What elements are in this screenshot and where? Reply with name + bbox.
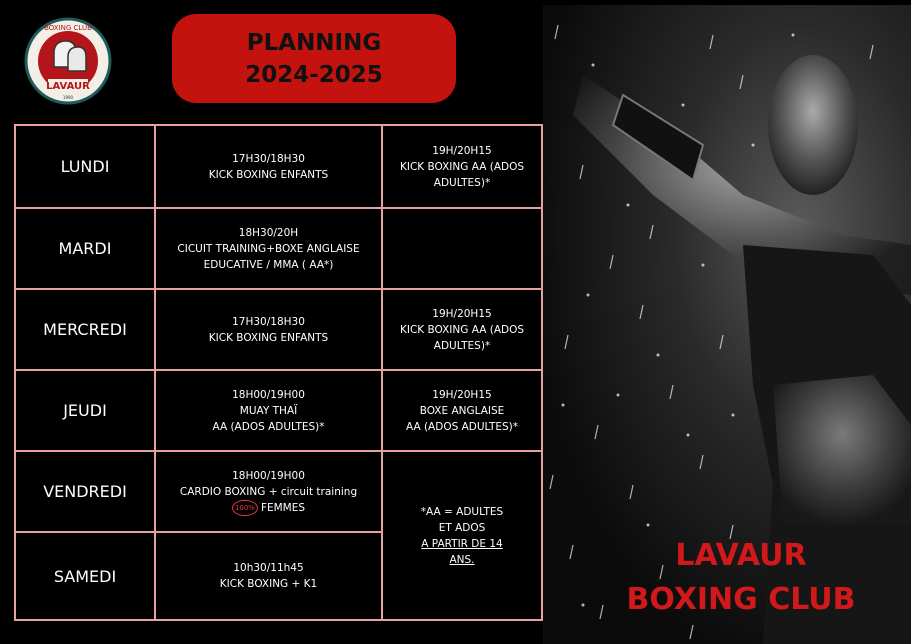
slot-activity-line <box>160 500 377 516</box>
day-cell: JEUDI <box>15 370 155 451</box>
planning-title-box <box>172 14 456 103</box>
table-row <box>15 125 542 208</box>
logo-top-text: BOXING CLUB <box>44 24 92 32</box>
note-line: ANS. <box>449 553 475 566</box>
slot-cell <box>155 370 382 451</box>
slot-time: 18H00/19H00 <box>232 388 305 401</box>
slot-time: 17H30/18H30 <box>232 315 305 328</box>
note-line: *AA = ADULTES <box>420 505 504 518</box>
table-row <box>15 451 542 532</box>
slot-activity: KICK BOXING ENFANTS <box>208 168 329 181</box>
club-name-line2: BOXING CLUB <box>626 582 856 617</box>
slot-cell <box>382 289 542 370</box>
slot-activity: KICK BOXING AA (ADOS <box>399 323 525 336</box>
club-name <box>596 534 886 622</box>
slot-activity: AA (ADOS ADULTES)* <box>212 420 325 433</box>
planning-season: 2024-2025 <box>245 61 383 88</box>
slot-time: 10h30/11h45 <box>233 562 304 574</box>
table-row <box>15 289 542 370</box>
planning-title: PLANNING <box>246 29 382 56</box>
table-row <box>15 370 542 451</box>
slot-time: 19H/20H15 <box>432 307 492 320</box>
slot-time: 17H30/18H30 <box>232 152 305 165</box>
slot-activity: MUAY THAÏ <box>239 404 298 417</box>
day-cell: LUNDI <box>15 125 155 208</box>
slot-activity: EDUCATIVE / MMA ( AA*) <box>203 258 334 271</box>
slot-cell <box>155 532 382 620</box>
slot-activity: ADULTES)* <box>433 176 491 189</box>
slot-cell <box>382 370 542 451</box>
slot-time: 19H/20H15 <box>432 144 492 157</box>
slot-cell <box>155 125 382 208</box>
day-cell: SAMEDI <box>15 532 155 620</box>
slot-activity: ADULTES)* <box>433 339 491 352</box>
day-cell: MARDI <box>15 208 155 289</box>
percent-stamp-icon: 100% <box>232 500 258 516</box>
day-cell: MERCREDI <box>15 289 155 370</box>
slot-cell <box>155 451 382 532</box>
slot-activity: KICK BOXING + K1 <box>219 578 318 590</box>
slot-activity: KICK BOXING ENFANTS <box>208 331 329 344</box>
slot-activity: CARDIO BOXING + circuit training <box>179 485 358 498</box>
legend-note <box>382 451 542 620</box>
schedule-table <box>14 124 543 621</box>
slot-time: 18H00/19H00 <box>232 469 305 482</box>
slot-cell <box>382 125 542 208</box>
club-name-line1: LAVAUR <box>675 538 807 573</box>
logo-bottom-text: LAVAUR <box>46 81 90 92</box>
note-line: ET ADOS <box>438 521 486 534</box>
slot-time: 19H/20H15 <box>432 388 492 401</box>
empty-slot-cell <box>382 208 542 289</box>
note-line: A PARTIR DE 14 <box>421 537 503 550</box>
slot-time: 18H30/20H <box>238 226 299 239</box>
slot-activity: KICK BOXING AA (ADOS <box>399 160 525 173</box>
slot-activity: BOXE ANGLAISE <box>419 404 505 417</box>
table-row <box>15 208 542 289</box>
slot-activity: CICUIT TRAINING+BOXE ANGLAISE <box>177 242 360 255</box>
slot-cell <box>155 208 382 289</box>
logo-year: 1990 <box>62 95 74 100</box>
slot-activity: AA (ADOS ADULTES)* <box>405 420 519 433</box>
day-cell: VENDREDI <box>15 451 155 532</box>
slot-cell <box>155 289 382 370</box>
club-logo <box>24 17 112 105</box>
slot-activity: FEMMES <box>260 501 306 514</box>
